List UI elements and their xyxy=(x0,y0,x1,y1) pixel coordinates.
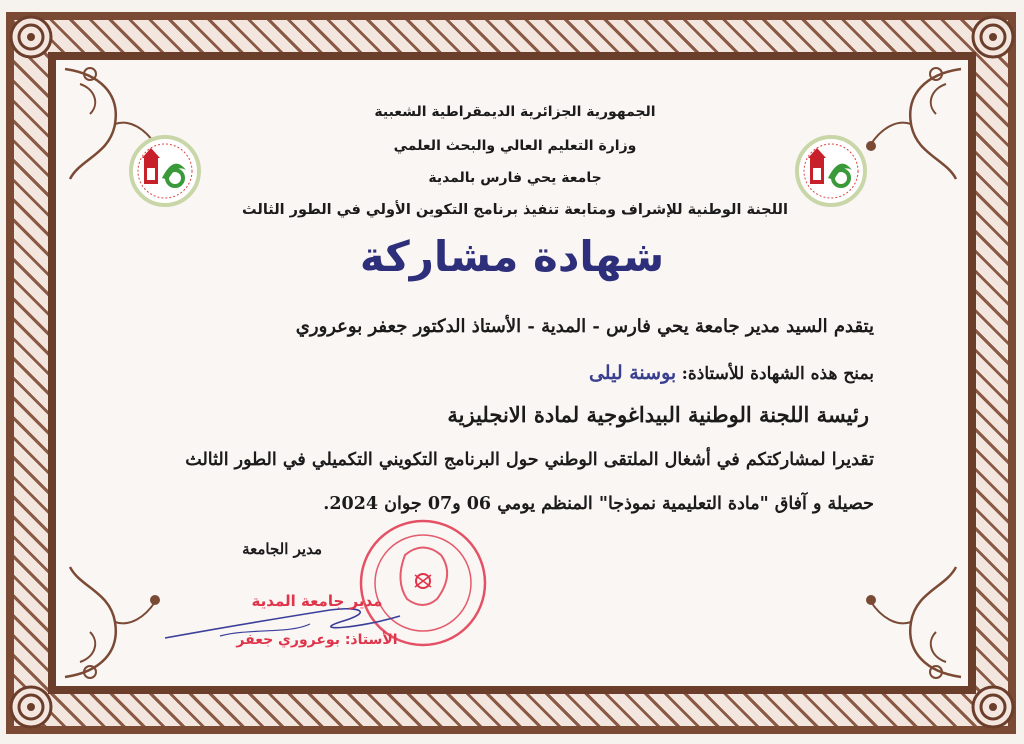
recipient-role: رئيسة اللجنة الوطنية البيداغوجية لمادة الانجليزية xyxy=(447,402,869,427)
header-republic: الجمهورية الجزائرية الديمقراطية الشعبية xyxy=(374,104,656,120)
presenter-line: يتقدم السيد مدير جامعة يحي فارس - المدية - الأستاذ الدكتور جعفر بوعروري xyxy=(295,316,874,337)
signature-title: مدير الجامعة xyxy=(242,540,322,558)
header-ministry: وزارة التعليم العالي والبحث العلمي xyxy=(393,138,637,154)
stamp-director-name: الأستاذ: بوعروري جعفر xyxy=(236,632,398,648)
certificate-title: شهادة مشاركة xyxy=(359,232,665,281)
header-committee: اللجنة الوطنية للإشراف ومتابعة تنفيذ برنامج التكوين الأولي في الطور الثالث xyxy=(242,202,788,218)
grant-line xyxy=(589,362,874,384)
corner-ornament-icon xyxy=(970,684,1016,730)
floral-flourish-icon xyxy=(60,560,170,682)
floral-flourish-icon xyxy=(856,64,966,184)
stamp-director-title: مدير جامعة المدية xyxy=(251,592,383,610)
corner-ornament-icon xyxy=(8,684,54,730)
corner-ornament-icon xyxy=(970,14,1016,60)
grant-prefix: بمنح هذه الشهادة للأستاذة: xyxy=(681,364,874,384)
corner-ornament-icon xyxy=(8,14,54,60)
reason-line-1: تقديرا لمشاركتكم في أشغال الملتقى الوطني حول البرنامج التكويني التكميلي في الطور الثالث xyxy=(185,450,874,470)
header-university: جامعة يحي فارس بالمدية xyxy=(428,170,602,186)
floral-flourish-icon xyxy=(856,560,966,682)
recipient-name: بوسنة ليلى xyxy=(588,362,677,384)
reason-line-2: حصيلة و آفاق "مادة التعليمية نموذجا" المنظم يومي 06 و07 جوان 2024. xyxy=(323,494,874,514)
